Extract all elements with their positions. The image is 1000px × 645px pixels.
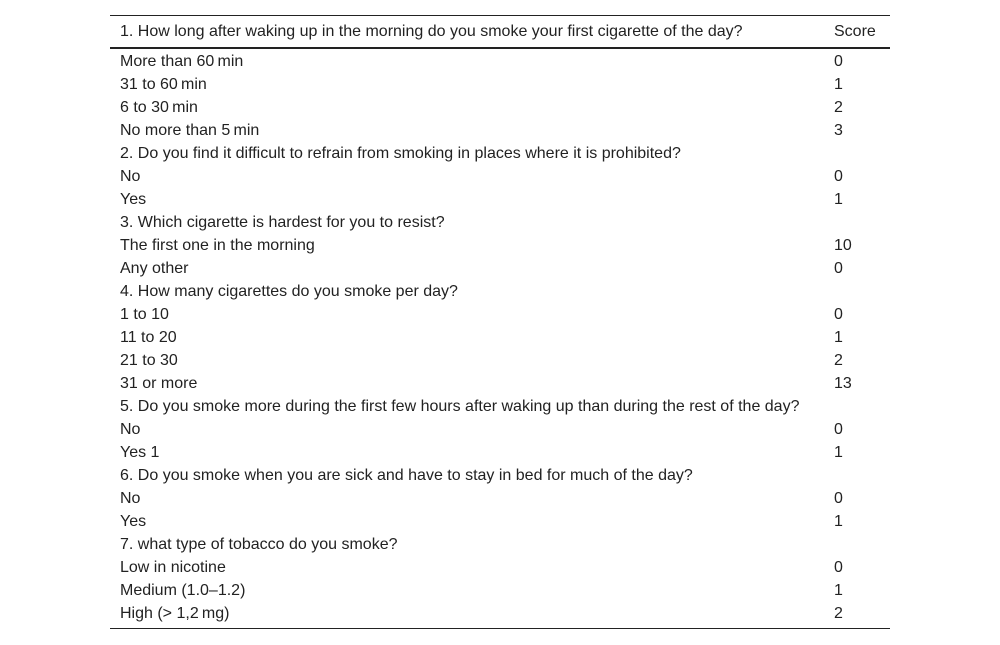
row-label: Yes <box>120 191 147 208</box>
row-score: 2 <box>834 352 843 369</box>
row-label: 31 to 60 min <box>120 76 207 93</box>
table-row <box>110 96 890 119</box>
row-score: 0 <box>834 168 843 185</box>
table-row <box>110 533 890 556</box>
row-score <box>824 464 890 487</box>
row-label: 6. Do you smoke when you are sick and have to stay in bed for much of the day? <box>120 467 693 484</box>
row-score: 2 <box>834 605 843 622</box>
questionnaire-table <box>110 15 890 629</box>
row-score: 0 <box>834 53 843 70</box>
row-label: 1 to 10 <box>120 306 169 323</box>
row-label: More than 60 min <box>120 53 244 70</box>
row-score: 1 <box>834 329 843 346</box>
row-label: 4. How many cigarettes do you smoke per day? <box>120 283 458 300</box>
table-row <box>110 464 890 487</box>
row-label: Low in nicotine <box>120 559 226 576</box>
row-label: Yes 1 <box>120 444 160 461</box>
row-label: Any other <box>120 260 189 277</box>
row-score: 2 <box>834 99 843 116</box>
questionnaire-table-container <box>110 15 890 629</box>
row-score: 0 <box>834 421 843 438</box>
table-row <box>110 372 890 395</box>
row-score: 1 <box>834 444 843 461</box>
row-score: 13 <box>834 375 852 392</box>
table-row <box>110 510 890 533</box>
row-label: 3. Which cigarette is hardest for you to resist? <box>120 214 445 231</box>
row-score <box>824 533 890 556</box>
row-score <box>824 211 890 234</box>
row-label: High (> 1,2 mg) <box>120 605 230 622</box>
table-row <box>110 211 890 234</box>
row-label: No <box>120 490 141 507</box>
row-label: 21 to 30 <box>120 352 178 369</box>
table-row <box>110 487 890 510</box>
row-score: 1 <box>834 76 843 93</box>
row-label: 31 or more <box>120 375 198 392</box>
row-label: 7. what type of tobacco do you smoke? <box>120 536 398 553</box>
row-label: 5. Do you smoke more during the first few hours after waking up than during the rest of the day? <box>120 398 800 415</box>
header-row <box>110 16 890 49</box>
row-label: The first one in the morning <box>120 237 315 254</box>
row-score: 10 <box>834 237 852 254</box>
row-score: 0 <box>834 490 843 507</box>
table-row <box>110 326 890 349</box>
row-score: 3 <box>834 122 843 139</box>
row-score <box>824 280 890 303</box>
table-row <box>110 48 890 73</box>
table-row <box>110 188 890 211</box>
table-row <box>110 556 890 579</box>
table-row <box>110 349 890 372</box>
row-label: No more than 5 min <box>120 122 260 139</box>
header-score: Score <box>834 22 876 40</box>
table-header <box>110 16 890 49</box>
table-row <box>110 579 890 602</box>
table-row <box>110 165 890 188</box>
table-row <box>110 119 890 142</box>
table-row <box>110 602 890 629</box>
table-row <box>110 395 890 418</box>
row-score <box>824 395 890 418</box>
row-score <box>824 142 890 165</box>
row-label: 11 to 20 <box>120 329 177 346</box>
table-row <box>110 303 890 326</box>
row-score: 1 <box>834 582 843 599</box>
row-label: Medium (1.0–1.2) <box>120 582 246 599</box>
table-row <box>110 441 890 464</box>
row-label: No <box>120 168 141 185</box>
table-row <box>110 257 890 280</box>
table-row <box>110 142 890 165</box>
row-score: 1 <box>834 191 843 208</box>
row-score: 0 <box>834 306 843 323</box>
row-label: 2. Do you find it difficult to refrain from smoking in places where it is prohibited? <box>120 145 681 162</box>
row-label: 6 to 30 min <box>120 99 198 116</box>
row-score: 0 <box>834 559 843 576</box>
row-label: No <box>120 421 141 438</box>
table-row <box>110 234 890 257</box>
table-row <box>110 418 890 441</box>
row-score: 1 <box>834 513 843 530</box>
table-row <box>110 73 890 96</box>
table-row <box>110 280 890 303</box>
header-question: 1. How long after waking up in the morning do you smoke your first cigarette of the day? <box>120 22 743 40</box>
row-score: 0 <box>834 260 843 277</box>
row-label: Yes <box>120 513 147 530</box>
table-body <box>110 48 890 629</box>
